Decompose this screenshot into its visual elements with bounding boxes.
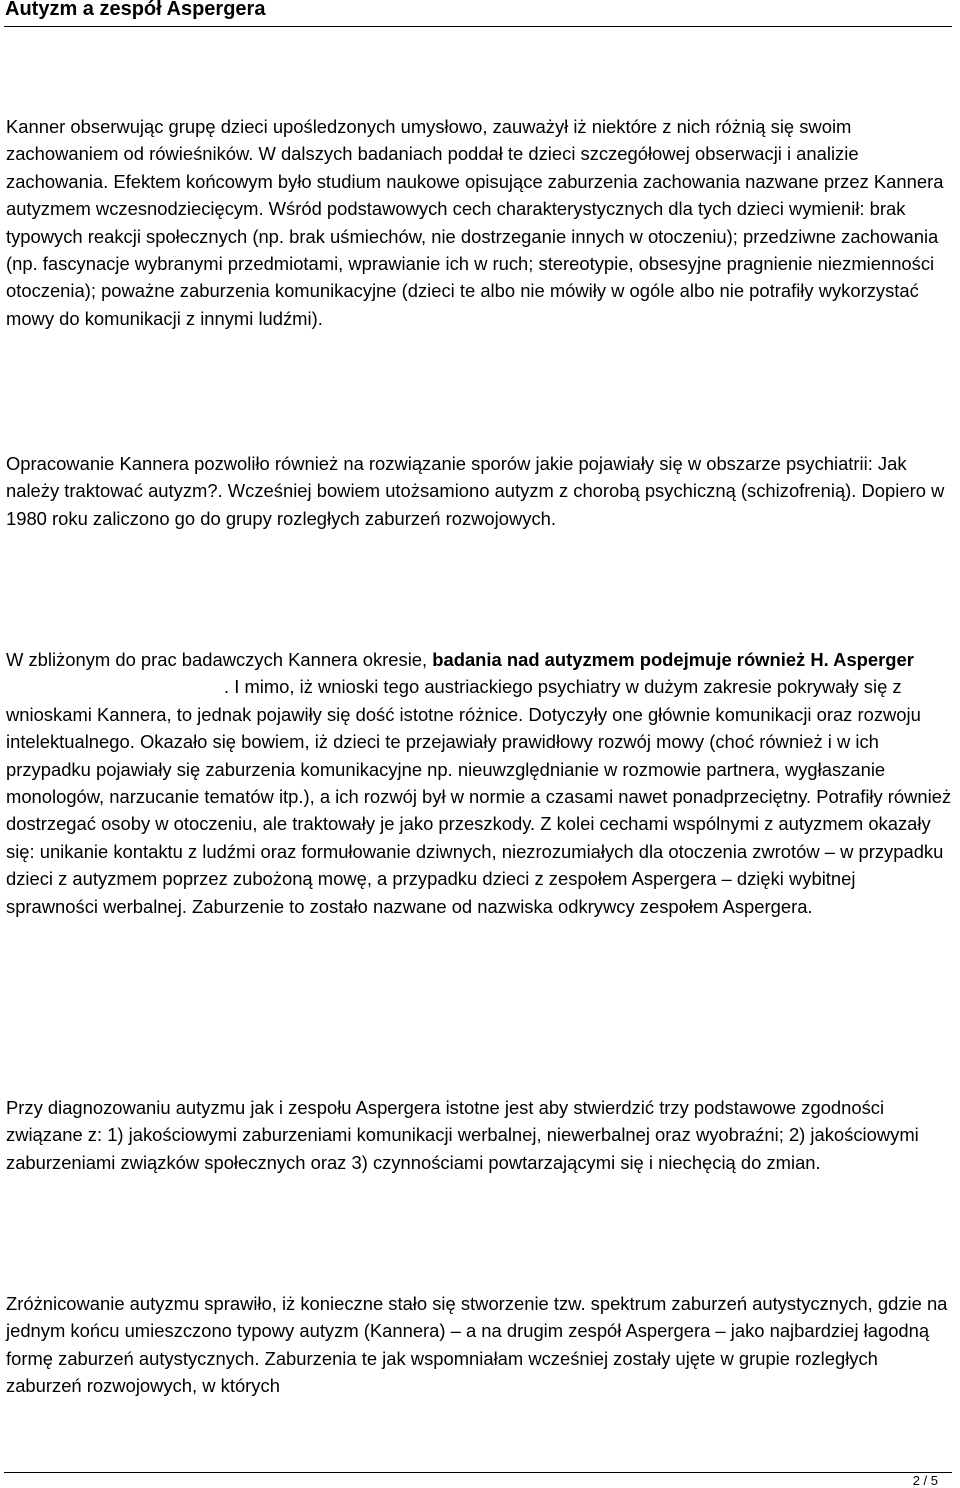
paragraph-asperger-intro: W zbliżonym do prac badawczych Kannera okresie, [6, 649, 433, 670]
document-title: Autyzm a zespół Aspergera [5, 0, 266, 20]
paragraph-spectrum: Zróżnicowanie autyzmu sprawiło, iż konieczne stało się stworzenie tzw. spektrum zaburzeń autystycznych, gdzie na jednym końcu umieszczono typowy autyzm (Kannera) – a na drugim zespół Aspergera – jako najbardziej łagodną formę zaburzeń autystycznych. Zaburzenia te jak wspomniałam wcześniej zostały ujęte w grupie rozległych zaburzeń rozwojowych, w których [6, 1293, 948, 1397]
paragraph-kanner-observation: Kanner obserwując grupę dzieci upośledzonych umysłowo, zauważył iż niektóre z nich różnią się swoim zachowaniem od rówieśników. W dalszych badaniach poddał te dzieci szczegółowej obserwacji i analizie zachowania. Efektem końcowym było studium naukowe opisujące zaburzenia zachowania nazwane przez Kannera autyzmem wczesnodziecięcym. Wśród podstawowych cech charakterystycznych dla tych dzieci wymienił: brak typowych reakcji społecznych (np. brak uśmiechów, nie dostrzeganie innych w otoczeniu); przedziwne zachowania (np. fascynacje wybranymi przedmiotami, wprawianie ich w ruch; stereotypie, obsesyjne pragnienie niezmienności otoczenia); poważne zaburzenia komunikacyjne (dzieci te albo nie mówiły w ogóle albo nie potrafiły wykorzystać mowy do komunikacji z innymi ludźmi). [6, 116, 944, 329]
paragraph-asperger-rest: . I mimo, iż wnioski tego austriackiego psychiatry w dużym zakresie pokrywały się z wnioskami Kannera, to jednak pojawiły się dość istotne różnice. Dotyczyły one głównie komunikacji oraz rozwoju intelektualnego. Okazało się bowiem, iż dzieci te przejawiały prawidłowy rozwój mowy (choć również i w ich przypadku pojawiały się zaburzenia komunikacyjne np. nieuwzględnianie w rozmowie partnera, wygłaszanie monologów, narzucanie tematów itp.), a ich rozwój był w normie a czasami nawet ponadprzeciętny. Potrafiły również dostrzegać osoby w otoczeniu, ale traktowały je jako przeszkody. Z kolei cechami wspólnymi z autyzmem okazały się: unikanie kontaktu z ludźmi oraz formułowanie dziwnych, niezrozumiałych dla otoczenia zwrotów – w przypadku dzieci z autyzmem poprzez zubożoną mowę, a przypadku dzieci z zespołem Aspergera – dzięki wybitnej sprawności werbalnej. Zaburzenie to zostało nazwane od nazwiska odkrywcy zespołem Aspergera. [6, 676, 952, 917]
asperger-highlight: badania nad autyzmem podejmuje również H. Asperger [432, 649, 914, 670]
page-number: 2 / 5 [912, 1473, 938, 1488]
paragraph-diagnosis: Przy diagnozowaniu autyzmu jak i zespołu Aspergera istotne jest aby stwierdzić trzy podstawowe zgodności związane z: 1) jakościowymi zaburzeniami komunikacji werbalnej, niewerbalnej oraz wyobraźni; 2) jakościowymi zaburzeniami związków społecznych oraz 3) czynnościami powtarzającymi się i niechęcią do zmian. [6, 1097, 919, 1173]
paragraph-kanner-study: Opracowanie Kannera pozwoliło również na rozwiązanie sporów jakie pojawiały się w obszarze psychiatrii: Jak należy traktować autyzm?. Wcześniej bowiem utożsamiono autyzm z chorobą psychiczną (schizofrenią). Dopiero w 1980 roku zaliczono go do grupy rozległych zaburzeń rozwojowych. [6, 453, 945, 529]
footer-divider [4, 1472, 952, 1473]
paragraph-asperger-research [6, 646, 952, 920]
page-header [0, 0, 960, 27]
header-divider [4, 26, 952, 27]
